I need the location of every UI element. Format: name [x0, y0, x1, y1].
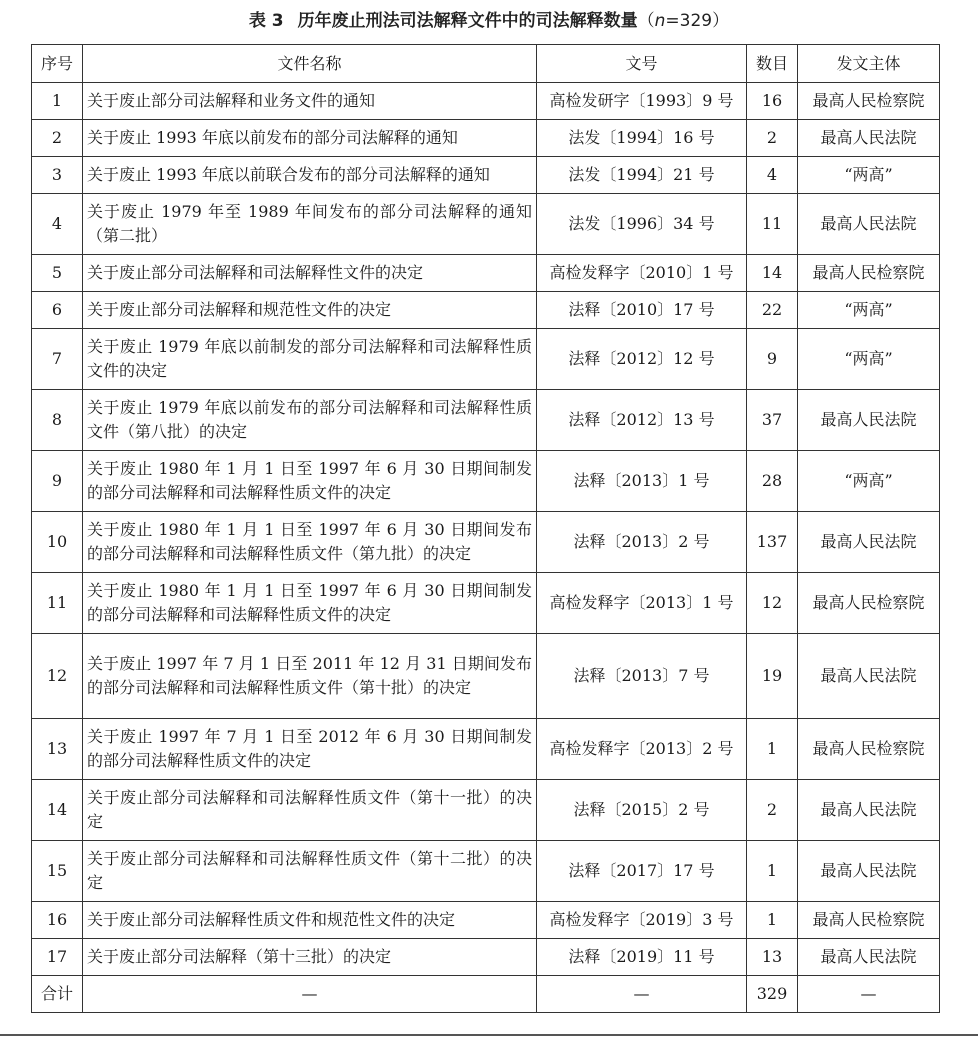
row-index: 3: [32, 157, 83, 194]
row-count: 19: [747, 634, 798, 719]
row-issuer: “两高”: [798, 451, 940, 512]
row-issuer: 最高人民检察院: [798, 83, 940, 120]
caption-n-value: =329: [665, 11, 713, 31]
total-file-name-dash: —: [83, 976, 537, 1013]
row-issuer: 最高人民检察院: [798, 573, 940, 634]
table-row: [32, 194, 940, 255]
table-row: [32, 634, 940, 719]
row-index: 11: [32, 573, 83, 634]
table-row: [32, 780, 940, 841]
row-issuer: 最高人民检察院: [798, 719, 940, 780]
total-label: 合计: [32, 976, 83, 1013]
total-count: 329: [747, 976, 798, 1013]
total-doc-number-dash: —: [537, 976, 747, 1013]
table-row: [32, 83, 940, 120]
row-issuer: 最高人民法院: [798, 780, 940, 841]
row-file-name: 关于废止 1997 年 7 月 1 日至 2011 年 12 月 31 日期间发布的部分司法解释和司法解释性质文件（第十批）的决定: [83, 634, 537, 719]
row-count: 137: [747, 512, 798, 573]
row-index: 2: [32, 120, 83, 157]
table-caption: [0, 8, 978, 34]
row-index: 12: [32, 634, 83, 719]
table-row: [32, 329, 940, 390]
row-file-name: 关于废止 1979 年底以前制发的部分司法解释和司法解释性质文件的决定: [83, 329, 537, 390]
row-issuer: 最高人民法院: [798, 390, 940, 451]
data-table: [31, 44, 940, 1013]
page-bottom-rule: [0, 1034, 978, 1036]
row-issuer: “两高”: [798, 329, 940, 390]
row-count: 13: [747, 939, 798, 976]
table-row: [32, 719, 940, 780]
table-row: [32, 512, 940, 573]
table-row: [32, 157, 940, 194]
header-count: 数目: [747, 45, 798, 83]
row-issuer: “两高”: [798, 292, 940, 329]
row-file-name: 关于废止 1979 年至 1989 年间发布的部分司法解释的通知（第二批）: [83, 194, 537, 255]
row-doc-number: 法释〔2013〕7 号: [537, 634, 747, 719]
row-doc-number: 高检发释字〔2019〕3 号: [537, 902, 747, 939]
row-doc-number: 高检发释字〔2013〕1 号: [537, 573, 747, 634]
row-file-name: 关于废止 1979 年底以前发布的部分司法解释和司法解释性质文件（第八批）的决定: [83, 390, 537, 451]
table-row: [32, 902, 940, 939]
row-file-name: 关于废止 1980 年 1 月 1 日至 1997 年 6 月 30 日期间制发的部分司法解释和司法解释性质文件的决定: [83, 573, 537, 634]
row-index: 13: [32, 719, 83, 780]
table-row: [32, 451, 940, 512]
header-file-name: 文件名称: [83, 45, 537, 83]
row-issuer: 最高人民法院: [798, 194, 940, 255]
row-index: 9: [32, 451, 83, 512]
row-doc-number: 高检发释字〔2013〕2 号: [537, 719, 747, 780]
row-count: 22: [747, 292, 798, 329]
row-doc-number: 法发〔1994〕16 号: [537, 120, 747, 157]
row-issuer: 最高人民法院: [798, 120, 940, 157]
table-row: [32, 390, 940, 451]
table-row: [32, 573, 940, 634]
row-issuer: 最高人民检察院: [798, 902, 940, 939]
table-row: [32, 292, 940, 329]
row-doc-number: 法释〔2010〕17 号: [537, 292, 747, 329]
table-row: [32, 120, 940, 157]
row-doc-number: 法释〔2017〕17 号: [537, 841, 747, 902]
caption-paren-close: ）: [712, 11, 730, 31]
row-file-name: 关于废止部分司法解释和司法解释性质文件（第十一批）的决定: [83, 780, 537, 841]
table-title: 历年废止刑法司法解释文件中的司法解释数量: [297, 11, 638, 31]
row-doc-number: 高检发释字〔2010〕1 号: [537, 255, 747, 292]
total-issuer-dash: —: [798, 976, 940, 1013]
table-label: 表 3: [248, 11, 284, 31]
header-index: 序号: [32, 45, 83, 83]
row-doc-number: 法释〔2013〕1 号: [537, 451, 747, 512]
row-doc-number: 法发〔1994〕21 号: [537, 157, 747, 194]
row-index: 4: [32, 194, 83, 255]
table-row: [32, 841, 940, 902]
table-row: [32, 255, 940, 292]
row-index: 16: [32, 902, 83, 939]
row-index: 14: [32, 780, 83, 841]
header-row: [32, 45, 940, 83]
row-index: 10: [32, 512, 83, 573]
row-file-name: 关于废止 1993 年底以前联合发布的部分司法解释的通知: [83, 157, 537, 194]
row-issuer: 最高人民法院: [798, 841, 940, 902]
row-issuer: 最高人民法院: [798, 634, 940, 719]
total-row: [32, 976, 940, 1013]
header-doc-number: 文号: [537, 45, 747, 83]
row-issuer: 最高人民检察院: [798, 255, 940, 292]
row-count: 4: [747, 157, 798, 194]
row-count: 1: [747, 719, 798, 780]
row-doc-number: 高检发研字〔1993〕9 号: [537, 83, 747, 120]
row-index: 8: [32, 390, 83, 451]
row-count: 16: [747, 83, 798, 120]
row-file-name: 关于废止 1997 年 7 月 1 日至 2012 年 6 月 30 日期间制发的部分司法解释性质文件的决定: [83, 719, 537, 780]
row-index: 7: [32, 329, 83, 390]
row-file-name: 关于废止部分司法解释和司法解释性质文件（第十二批）的决定: [83, 841, 537, 902]
row-count: 11: [747, 194, 798, 255]
row-doc-number: 法发〔1996〕34 号: [537, 194, 747, 255]
row-doc-number: 法释〔2012〕13 号: [537, 390, 747, 451]
row-file-name: 关于废止部分司法解释和业务文件的通知: [83, 83, 537, 120]
row-count: 14: [747, 255, 798, 292]
row-count: 2: [747, 780, 798, 841]
row-file-name: 关于废止部分司法解释和司法解释性文件的决定: [83, 255, 537, 292]
row-file-name: 关于废止部分司法解释（第十三批）的决定: [83, 939, 537, 976]
row-index: 6: [32, 292, 83, 329]
row-index: 17: [32, 939, 83, 976]
row-doc-number: 法释〔2013〕2 号: [537, 512, 747, 573]
row-doc-number: 法释〔2015〕2 号: [537, 780, 747, 841]
row-count: 1: [747, 902, 798, 939]
row-file-name: 关于废止部分司法解释和规范性文件的决定: [83, 292, 537, 329]
row-issuer: 最高人民法院: [798, 939, 940, 976]
row-index: 1: [32, 83, 83, 120]
row-index: 5: [32, 255, 83, 292]
row-count: 2: [747, 120, 798, 157]
row-issuer: 最高人民法院: [798, 512, 940, 573]
row-file-name: 关于废止部分司法解释性质文件和规范性文件的决定: [83, 902, 537, 939]
row-count: 12: [747, 573, 798, 634]
row-doc-number: 法释〔2019〕11 号: [537, 939, 747, 976]
row-file-name: 关于废止 1993 年底以前发布的部分司法解释的通知: [83, 120, 537, 157]
header-issuer: 发文主体: [798, 45, 940, 83]
table-row: [32, 939, 940, 976]
row-count: 9: [747, 329, 798, 390]
row-doc-number: 法释〔2012〕12 号: [537, 329, 747, 390]
row-count: 37: [747, 390, 798, 451]
caption-n-var: n: [654, 11, 666, 31]
caption-paren-open: （: [637, 11, 655, 31]
row-issuer: “两高”: [798, 157, 940, 194]
row-file-name: 关于废止 1980 年 1 月 1 日至 1997 年 6 月 30 日期间制发的部分司法解释和司法解释性质文件的决定: [83, 451, 537, 512]
row-count: 28: [747, 451, 798, 512]
row-file-name: 关于废止 1980 年 1 月 1 日至 1997 年 6 月 30 日期间发布的部分司法解释和司法解释性质文件（第九批）的决定: [83, 512, 537, 573]
row-index: 15: [32, 841, 83, 902]
row-count: 1: [747, 841, 798, 902]
